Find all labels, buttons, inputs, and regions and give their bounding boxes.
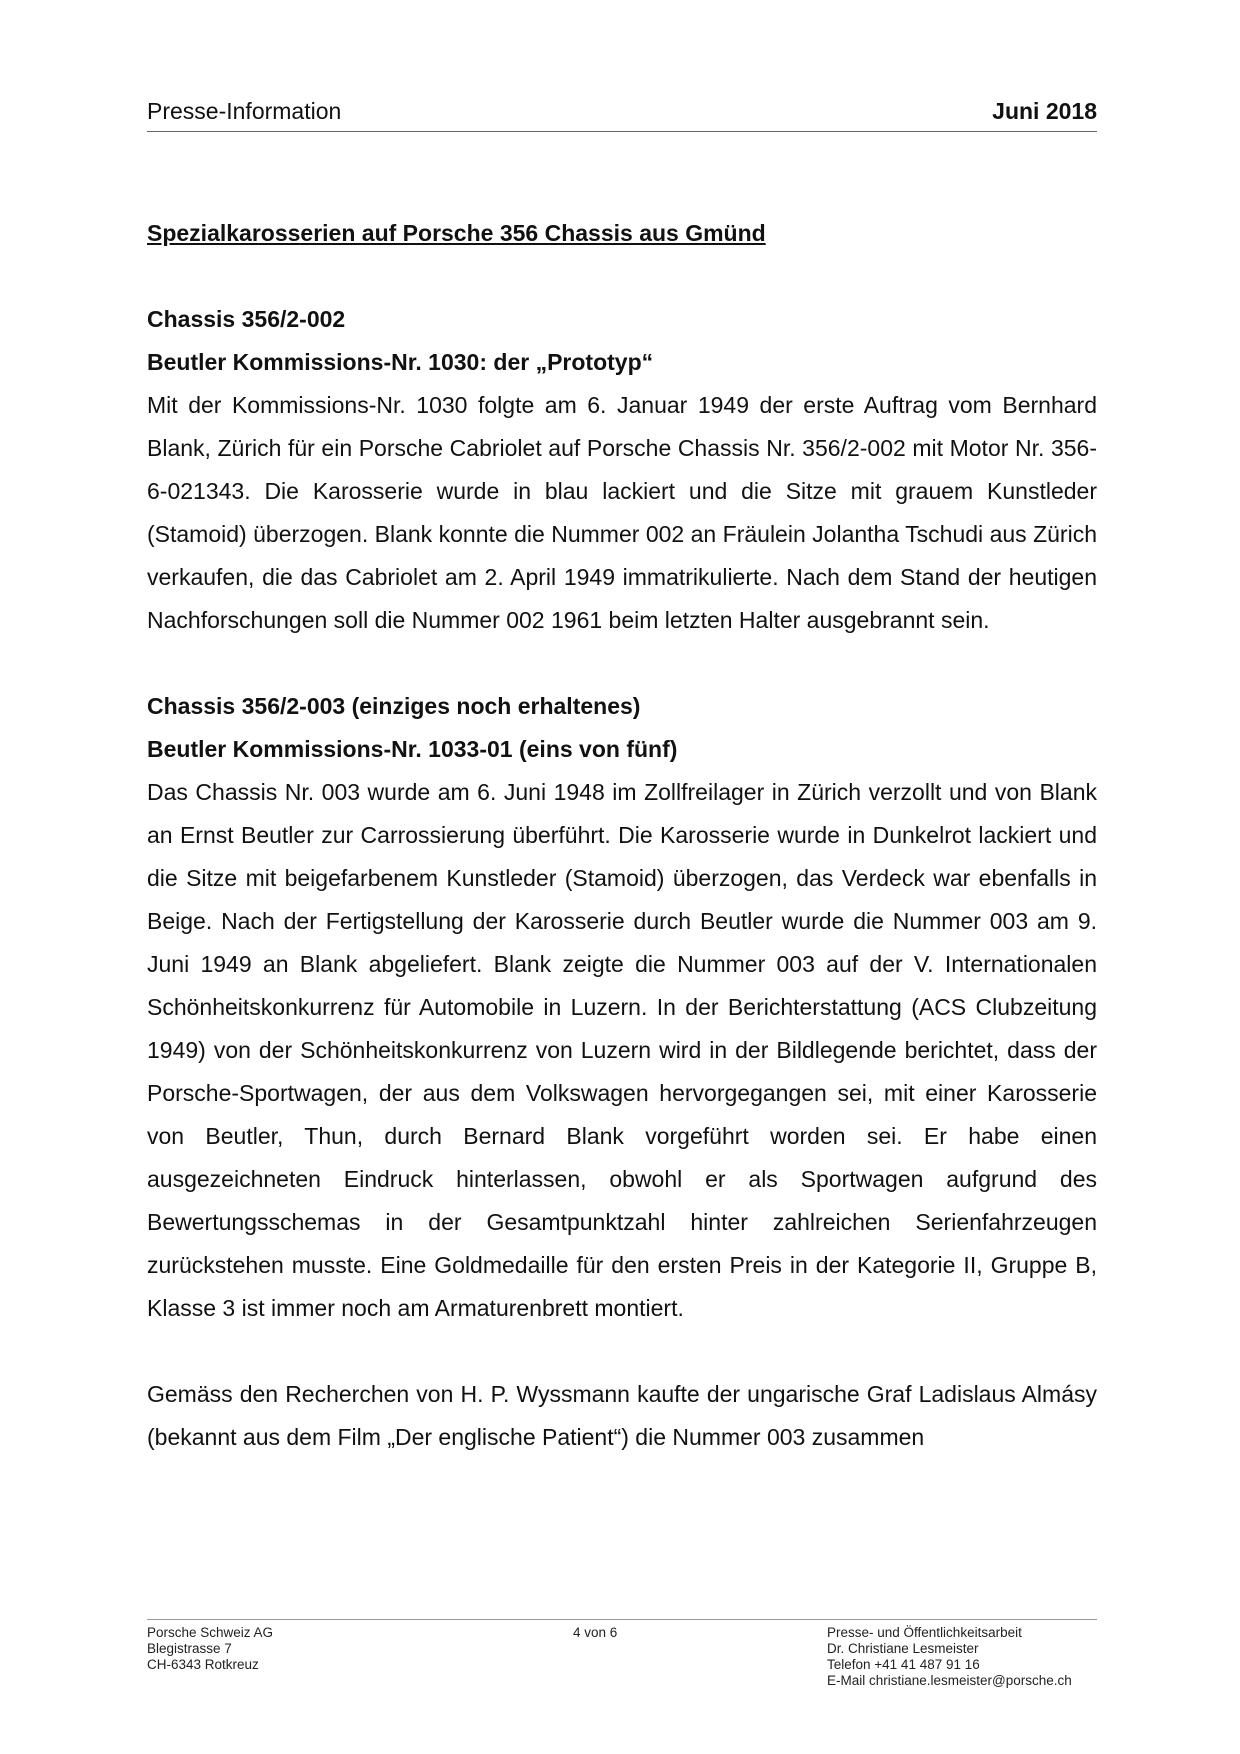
footer-address [147,1625,273,1673]
section1-heading: Chassis 356/2-002 [147,306,346,332]
footer-street: Blegistrasse 7 [147,1641,232,1656]
page-footer [147,1619,1097,1688]
footer-contact [827,1625,1072,1689]
section2-paragraph: Das Chassis Nr. 003 wurde am 6. Juni 1948 im Zollfreilager in Zürich verzollt und von Blank an Ernst Beutler zur Carrossierung überführt. Die Karosserie wurde in Dunkelrot lackiert und die Sitze mit beigefarbenem Kunstleder (Stamoid) überzogen, das Verdeck war ebenfalls in Beige. Nach der Fertigstellung der Karosserie durch Beutler wurde die Nummer 003 am 9. Juni 1949 an Blank abgeliefert. Blank zeigte die Nummer 003 auf der V. Internationalen Schönheitskonkurrenz für Automobile in Luzern. In der Berichterstattung (ACS Clubzeitung 1949) von der Schönheitskonkurrenz von Luzern wird in der Bildlegende berichtet, dass der Porsche-Sportwagen, der aus dem Volkswagen hervorgegangen sei, mit einer Karosserie von Beutler, Thun, durch Bernard Blank vorgeführt worden sei. Er habe einen ausgezeichneten Eindruck hinterlassen, obwohl er als Sportwagen aufgrund des Bewertungsschemas in der Gesamtpunktzahl hinter zahlreichen Serienfahrzeugen zurückstehen musste. Eine Goldmedaille für den ersten Preis in der Kategorie II, Gruppe B, Klasse 3 ist immer noch am Armaturenbrett montiert. [147,779,1097,1321]
footer-email: E-Mail christiane.lesmeister@porsche.ch [827,1673,1072,1688]
footer-city: CH-6343 Rotkreuz [147,1657,259,1672]
section1-paragraph: Mit der Kommissions-Nr. 1030 folgte am 6. Januar 1949 der erste Auftrag vom Bernhard Blank, Zürich für ein Porsche Cabriolet auf Porsche Chassis Nr. 356/2-002 mit Motor Nr. 356-6-021343. Die Karosserie wurde in blau lackiert und die Sitze mit grauem Kunstleder (Stamoid) überzogen. Blank konnte die Nummer 002 an Fräulein Jolantha Tschudi aus Zürich verkaufen, die das Cabriolet am 2. April 1949 immatrikulierte. Nach dem Stand der heutigen Nachforschungen soll die Nummer 002 1961 beim letzten Halter ausgebrannt sein. [147,392,1097,633]
section2-subheading: Beutler Kommissions-Nr. 1033-01 (eins von fünf) [147,736,678,762]
section1-subheading: Beutler Kommissions-Nr. 1030: der „Prototyp“ [147,349,654,375]
section2-paragraph-continued: Gemäss den Recherchen von H. P. Wyssmann kaufte der ungarische Graf Ladislaus Almásy (bekannt aus dem Film „Der englische Patient“) die Nummer 003 zusammen [147,1381,1097,1450]
document-body [147,212,1097,1459]
footer-department: Presse- und Öffentlichkeitsarbeit [827,1625,1022,1640]
footer-contact-name: Dr. Christiane Lesmeister [827,1641,979,1656]
document-title: Spezialkarosserien auf Porsche 356 Chassis aus Gmünd [147,220,766,246]
header-date: Juni 2018 [992,98,1097,124]
footer-phone: Telefon +41 41 487 91 16 [827,1657,980,1672]
header-label: Presse-Information [147,98,342,124]
footer-page-number [573,1625,617,1641]
page-number: 4 von 6 [573,1625,618,1640]
footer-company: Porsche Schweiz AG [147,1625,274,1640]
page-header [147,98,1097,132]
section2-heading: Chassis 356/2-003 (einziges noch erhaltenes) [147,693,641,719]
